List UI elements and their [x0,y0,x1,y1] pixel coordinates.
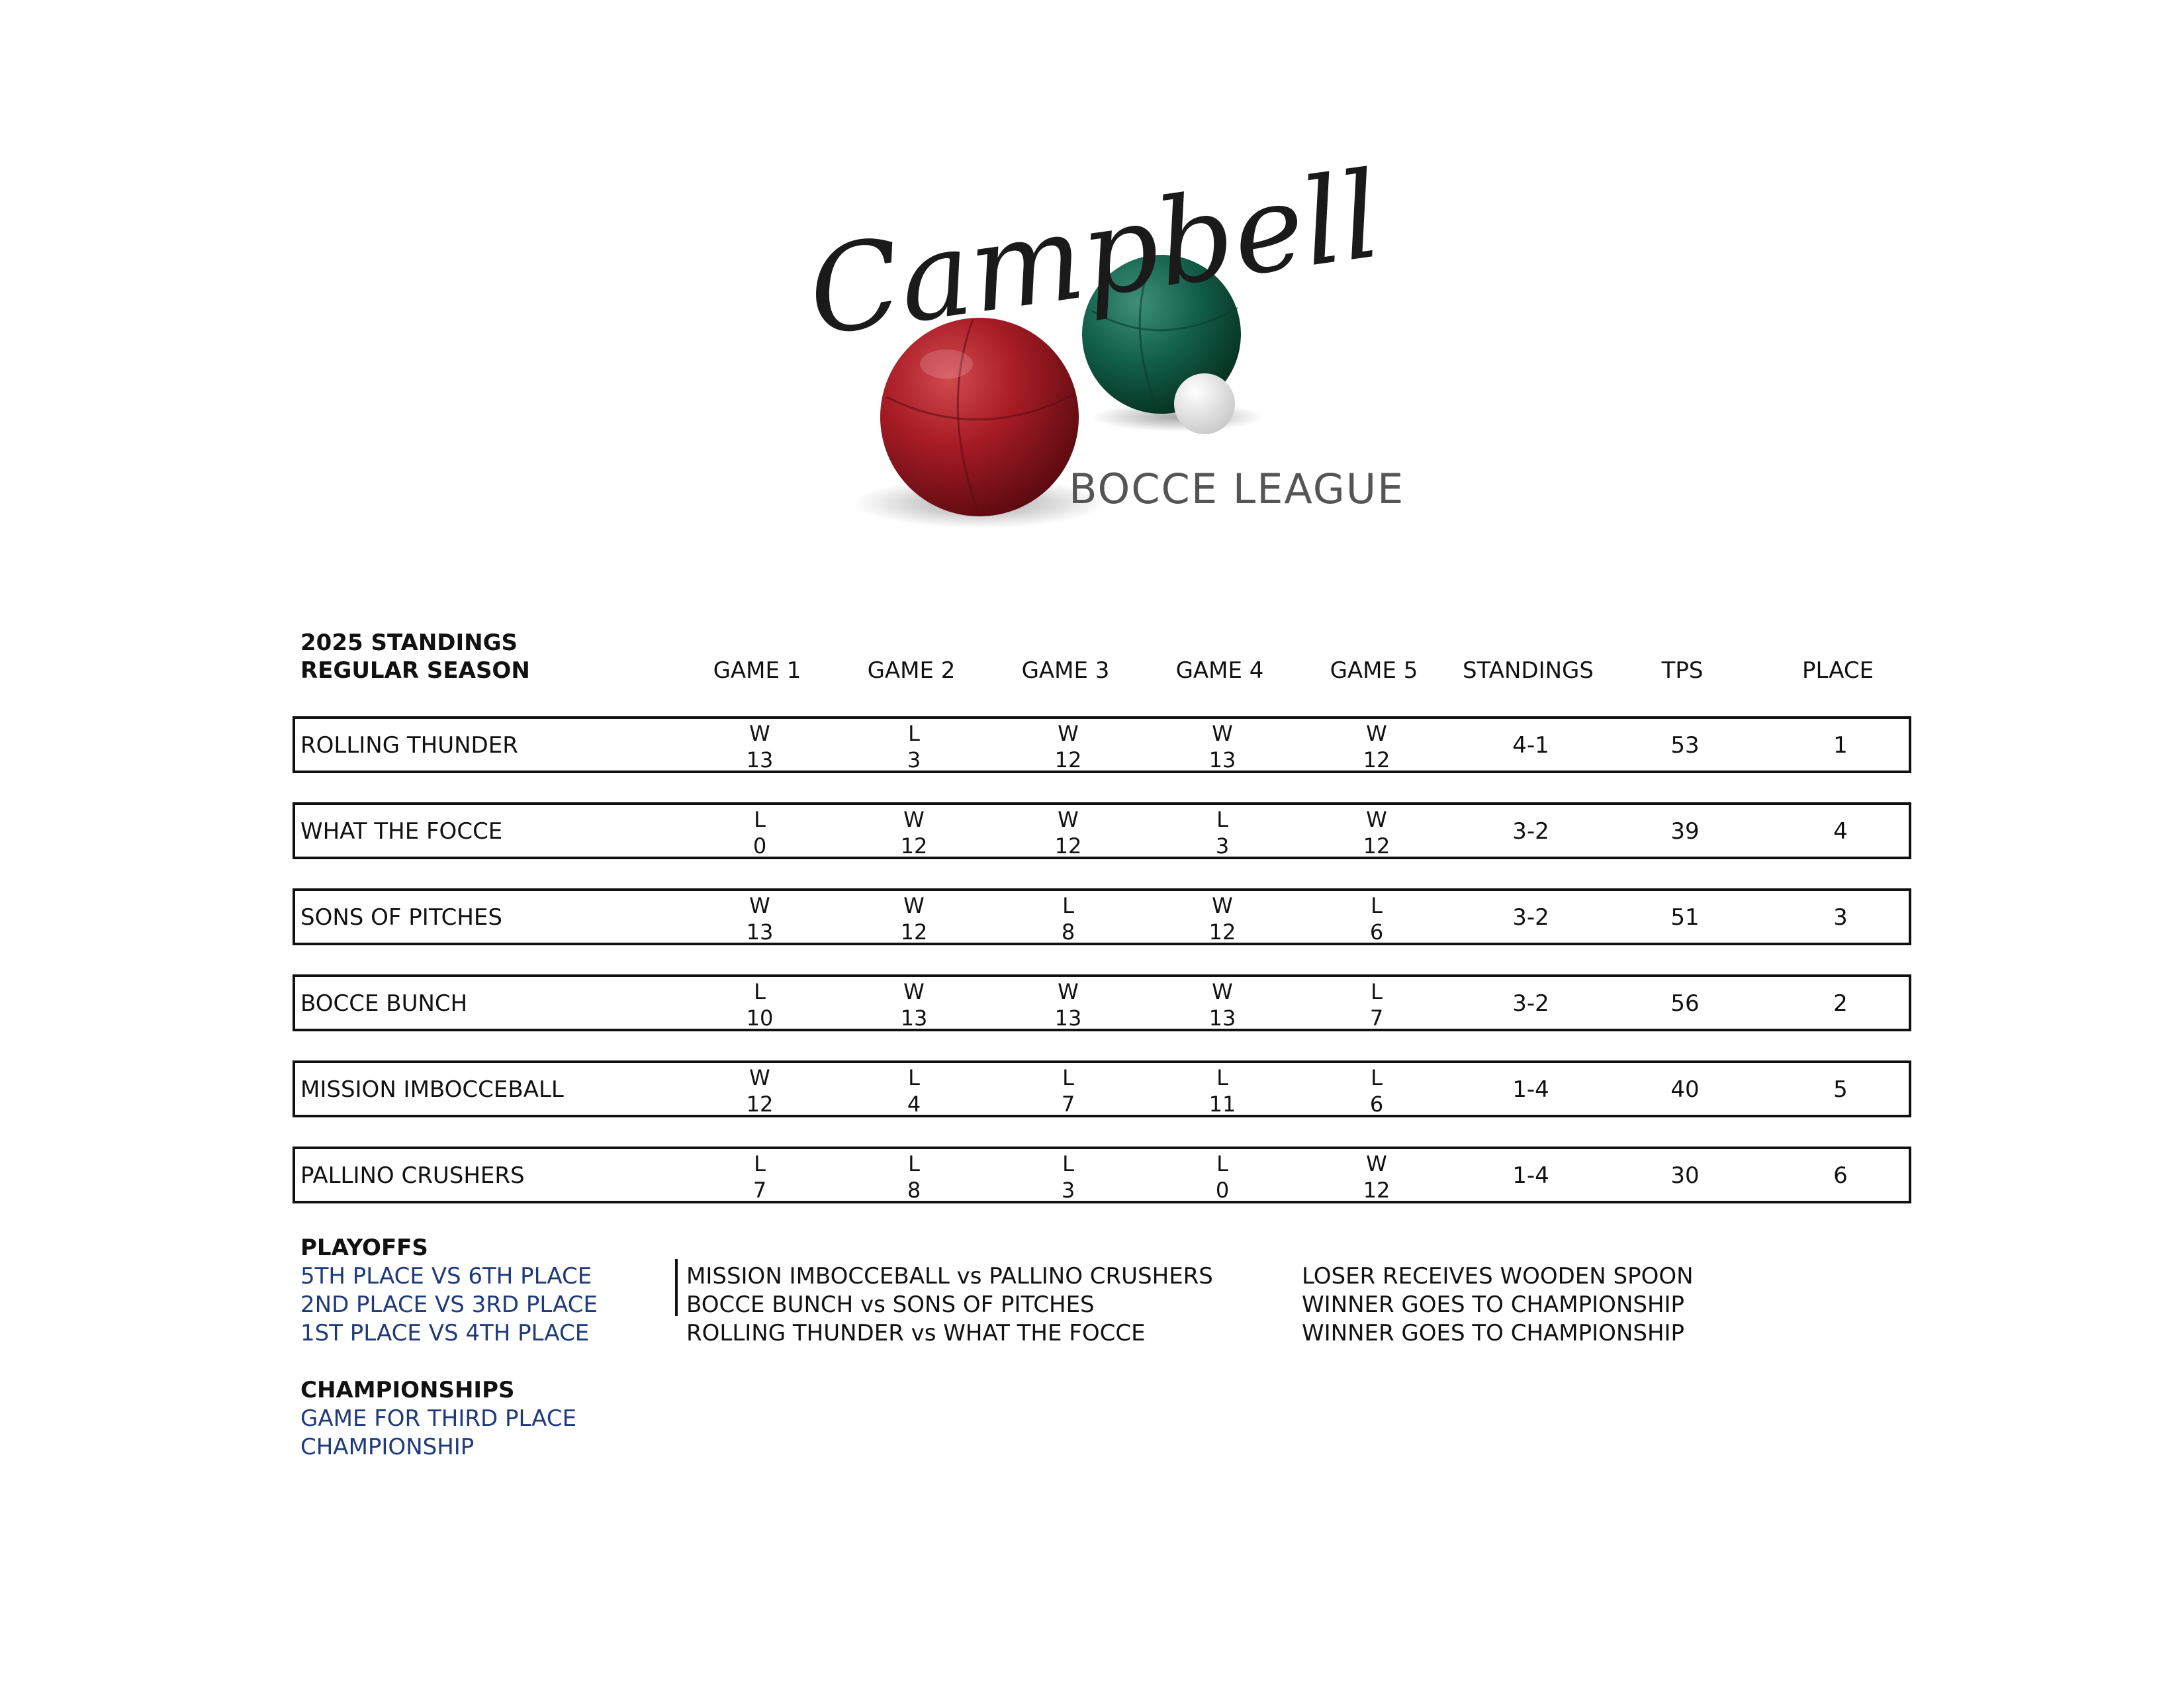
championships-title: CHAMPIONSHIPS [300,1377,515,1403]
game-result: L 8 [1061,893,1075,945]
standings-record: 1-4 [1512,1076,1549,1103]
col-header-game-5: GAME 5 [1330,657,1418,684]
game-result: W 12 [1208,893,1236,945]
playoff-note: WINNER GOES TO CHAMPIONSHIP [1302,1320,1685,1346]
championship-item: CHAMPIONSHIP [300,1434,475,1460]
game-result: W 13 [1054,979,1082,1031]
championship-item: GAME FOR THIRD PLACE [300,1405,577,1432]
game-result: L 3 [907,721,921,773]
game-result: L 4 [907,1065,921,1117]
game-result: L 7 [1061,1065,1075,1117]
game-result: L 0 [752,807,767,859]
standings-record: 4-1 [1512,732,1549,759]
game-result: W 12 [900,893,928,945]
game-result: L 7 [1369,979,1384,1031]
playoffs-title: PLAYOFFS [300,1235,428,1261]
playoff-label: 5TH PLACE VS 6TH PLACE [300,1263,592,1289]
playoff-matchup: MISSION IMBOCCEBALL vs PALLINO CRUSHERS [686,1263,1213,1289]
tps-value: 39 [1670,818,1700,845]
standings-record: 3-2 [1512,990,1549,1017]
playoffs-divider [675,1259,678,1316]
team-name: WHAT THE FOCCE [300,818,503,845]
table-row [293,802,1911,859]
game-result: L 11 [1208,1065,1236,1117]
game-result: L 6 [1369,1065,1384,1117]
col-header-tps: TPS [1661,657,1704,684]
standings-record: 3-2 [1512,904,1549,931]
standings-subtitle: REGULAR SEASON [300,657,530,684]
game-result: L 3 [1061,1151,1075,1203]
tps-value: 51 [1670,904,1700,931]
place-value: 1 [1833,732,1848,759]
game-result: L 8 [907,1151,921,1203]
playoff-label: 2ND PLACE VS 3RD PLACE [300,1291,598,1318]
game-result: L 6 [1369,893,1384,945]
game-result: W 13 [900,979,928,1031]
place-value: 6 [1833,1162,1848,1189]
game-result: W 13 [1208,721,1236,773]
team-name: MISSION IMBOCCEBALL [300,1076,564,1103]
tps-value: 53 [1670,732,1700,759]
playoff-note: LOSER RECEIVES WOODEN SPOON [1302,1263,1694,1289]
table-row [293,1147,1911,1203]
col-header-game-2: GAME 2 [867,657,956,684]
table-row [293,974,1911,1031]
place-value: 5 [1833,1076,1848,1103]
place-value: 3 [1833,904,1848,931]
standings-title: 2025 STANDINGS [300,630,518,656]
logo-script-text: Campbell [800,146,1388,363]
col-header-game-1: GAME 1 [713,657,801,684]
table-row [293,716,1911,773]
playoff-matchup: ROLLING THUNDER vs WHAT THE FOCCE [686,1320,1146,1346]
table-row [293,888,1911,945]
game-result: W 12 [900,807,928,859]
place-value: 2 [1833,990,1848,1017]
game-result: L 7 [752,1151,767,1203]
team-name: PALLINO CRUSHERS [300,1162,525,1189]
table-row [293,1060,1911,1117]
game-result: W 12 [1054,807,1082,859]
white-pallino [1174,373,1235,434]
game-result: W 12 [1363,1151,1390,1203]
standings-record: 3-2 [1512,818,1549,845]
game-result: L 0 [1215,1151,1230,1203]
game-result: L 10 [746,979,774,1031]
game-result: L 3 [1215,807,1230,859]
campbell-bocce-league-logo [781,132,1430,569]
game-result: W 13 [746,893,774,945]
game-result: W 12 [1363,807,1390,859]
standings-record: 1-4 [1512,1162,1549,1189]
tps-value: 56 [1670,990,1700,1017]
col-header-standings: STANDINGS [1463,657,1594,684]
tps-value: 30 [1670,1162,1700,1189]
game-result: W 12 [746,1065,774,1117]
place-value: 4 [1833,818,1848,845]
team-name: BOCCE BUNCH [300,990,468,1017]
col-header-game-3: GAME 3 [1021,657,1110,684]
team-name: ROLLING THUNDER [300,732,518,759]
playoff-note: WINNER GOES TO CHAMPIONSHIP [1302,1291,1685,1318]
playoff-matchup: BOCCE BUNCH vs SONS OF PITCHES [686,1291,1095,1318]
playoff-label: 1ST PLACE VS 4TH PLACE [300,1320,590,1346]
team-name: SONS OF PITCHES [300,904,502,931]
game-result: W 13 [1208,979,1236,1031]
game-result: W 12 [1054,721,1082,773]
col-header-game-4: GAME 4 [1175,657,1264,684]
tps-value: 40 [1670,1076,1700,1103]
col-header-place: PLACE [1801,657,1874,684]
game-result: W 12 [1363,721,1390,773]
game-result: W 13 [746,721,774,773]
logo-subtitle: BOCCE LEAGUE [1069,465,1405,513]
